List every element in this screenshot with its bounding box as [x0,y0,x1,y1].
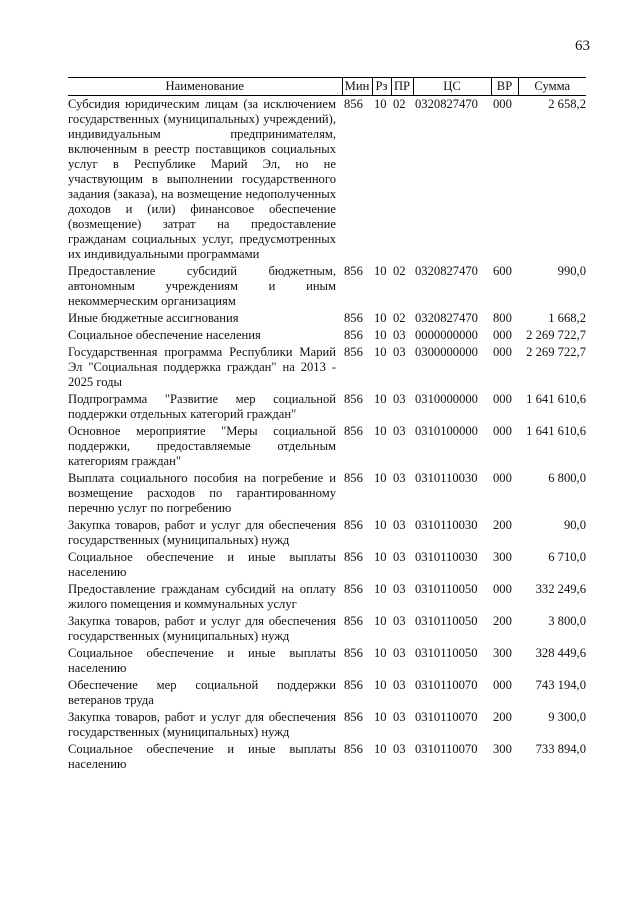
row-min: 856 [344,264,363,278]
row-pr: 03 [393,678,406,692]
row-sum: 2 269 722,7 [526,328,586,342]
row-sum: 6 710,0 [548,550,586,564]
table-row [68,709,586,741]
row-rz: 10 [374,646,387,660]
row-cs: 0320827470 [415,311,478,325]
row-name: Социальное обеспечение и иные выплаты населению [68,742,336,771]
row-vr: 300 [493,646,512,660]
table-row [68,327,586,344]
row-name: Закупка товаров, работ и услуг для обеспечения государственных (муниципальных) нужд [68,518,336,547]
table-row [68,517,586,549]
row-vr: 200 [493,710,512,724]
row-sum: 990,0 [557,264,586,278]
row-vr: 000 [493,345,512,359]
table-row [68,613,586,645]
row-name: Социальное обеспечение населения [68,328,261,342]
row-min: 856 [344,742,363,756]
row-cs: 0310110050 [415,614,478,628]
row-name: Предоставление субсидий бюджетным, автономным учреждениям и иным некоммерческим организациям [68,264,336,308]
row-sum: 3 800,0 [548,614,586,628]
row-cs: 0310110050 [415,582,478,596]
row-min: 856 [344,311,363,325]
table-row [68,581,586,613]
row-rz: 10 [374,550,387,564]
table-row [68,423,586,470]
row-rz: 10 [374,518,387,532]
row-name: Субсидия юридическим лицам (за исключением государственных (муниципальных) учреждений), индивидуальным предпринимателям, включенным в реестр поставщиков социальных услуг в Республике Марий Эл, но не участвующим в выполнении государственного задания (заказа), на возмещение недополученных доходов и (или) финансовое обеспечение (возмещение) затрат на предоставление гражданам социальных услуг, предусмотренных их индивидуальными программами [68,97,336,261]
row-pr: 03 [393,742,406,756]
header-name: Наименование [68,78,342,96]
table-row [68,391,586,423]
row-min: 856 [344,550,363,564]
page-number: 63 [575,38,590,54]
row-name: Закупка товаров, работ и услуг для обеспечения государственных (муниципальных) нужд [68,614,336,643]
row-min: 856 [344,471,363,485]
row-cs: 0310110030 [415,471,478,485]
row-cs: 0320827470 [415,264,478,278]
row-vr: 300 [493,742,512,756]
row-vr: 000 [493,97,512,111]
row-name: Государственная программа Республики Марий Эл "Социальная поддержка граждан" на 2013 - 2025 годы [68,345,336,389]
row-min: 856 [344,646,363,660]
row-vr: 000 [493,424,512,438]
row-name: Социальное обеспечение и иные выплаты населению [68,550,336,579]
row-pr: 03 [393,550,406,564]
row-rz: 10 [374,328,387,342]
row-sum: 743 194,0 [535,678,586,692]
row-rz: 10 [374,392,387,406]
table-row [68,677,586,709]
header-cs: ЦС [413,78,491,96]
row-cs: 0300000000 [415,345,478,359]
row-rz: 10 [374,710,387,724]
row-cs: 0310110070 [415,678,478,692]
row-pr: 03 [393,345,406,359]
row-min: 856 [344,97,363,111]
table-row [68,645,586,677]
row-cs: 0310100000 [415,424,478,438]
table-row [68,310,586,327]
row-vr: 800 [493,311,512,325]
row-min: 856 [344,614,363,628]
row-name: Выплата социального пособия на погребение и возмещение расходов по гарантированному перечню услуг по погребению [68,471,336,515]
row-pr: 02 [393,311,406,325]
row-pr: 03 [393,424,406,438]
row-vr: 200 [493,518,512,532]
row-min: 856 [344,710,363,724]
table-row [68,470,586,517]
row-sum: 1 668,2 [548,311,586,325]
row-vr: 600 [493,264,512,278]
row-min: 856 [344,345,363,359]
row-cs: 0310110070 [415,710,478,724]
row-sum: 90,0 [563,518,586,532]
row-pr: 03 [393,582,406,596]
row-name: Иные бюджетные ассигнования [68,311,239,325]
row-min: 856 [344,392,363,406]
table-body [68,96,586,774]
table-row [68,549,586,581]
row-rz: 10 [374,614,387,628]
row-name: Основное мероприятие "Меры социальной поддержки, предоставляемые отдельным категориям граждан" [68,424,336,468]
row-cs: 0310110030 [415,550,478,564]
row-pr: 02 [393,97,406,111]
table-row [68,263,586,310]
row-sum: 1 641 610,6 [526,424,586,438]
header-rz: Рз [372,78,391,96]
row-name: Подпрограмма "Развитие мер социальной поддержки отдельных категорий граждан" [68,392,336,421]
row-rz: 10 [374,742,387,756]
row-sum: 2 269 722,7 [526,345,586,359]
row-name: Предоставление гражданам субсидий на оплату жилого помещения и коммунальных услуг [68,582,336,611]
row-vr: 000 [493,471,512,485]
row-sum: 328 449,6 [535,646,586,660]
row-sum: 2 658,2 [548,97,586,111]
row-min: 856 [344,424,363,438]
row-rz: 10 [374,345,387,359]
row-sum: 6 800,0 [548,471,586,485]
row-rz: 10 [374,424,387,438]
table-header-row [68,78,586,96]
header-sum: Сумма [518,78,586,96]
row-pr: 03 [393,392,406,406]
row-pr: 03 [393,646,406,660]
row-sum: 9 300,0 [548,710,586,724]
row-name: Закупка товаров, работ и услуг для обеспечения государственных (муниципальных) нужд [68,710,336,739]
row-sum: 1 641 610,6 [526,392,586,406]
row-min: 856 [344,678,363,692]
row-cs: 0310110070 [415,742,478,756]
row-name: Обеспечение мер социальной поддержки ветеранов труда [68,678,336,707]
row-vr: 300 [493,550,512,564]
row-cs: 0320827470 [415,97,478,111]
row-vr: 000 [493,392,512,406]
row-rz: 10 [374,264,387,278]
table-row [68,741,586,773]
header-vr: ВР [491,78,518,96]
row-cs: 0310110050 [415,646,478,660]
row-pr: 03 [393,614,406,628]
table-row [68,96,586,264]
row-vr: 000 [493,582,512,596]
budget-table [68,77,586,773]
row-name: Социальное обеспечение и иные выплаты населению [68,646,336,675]
row-rz: 10 [374,678,387,692]
header-min: Мин [342,78,372,96]
row-rz: 10 [374,471,387,485]
row-vr: 200 [493,614,512,628]
row-pr: 02 [393,264,406,278]
row-min: 856 [344,518,363,532]
row-pr: 03 [393,710,406,724]
row-min: 856 [344,582,363,596]
row-pr: 03 [393,471,406,485]
table-row [68,344,586,391]
row-rz: 10 [374,97,387,111]
header-pr: ПР [391,78,413,96]
row-vr: 000 [493,678,512,692]
row-rz: 10 [374,311,387,325]
row-cs: 0310110030 [415,518,478,532]
row-pr: 03 [393,518,406,532]
row-pr: 03 [393,328,406,342]
row-min: 856 [344,328,363,342]
row-rz: 10 [374,582,387,596]
row-vr: 000 [493,328,512,342]
row-sum: 733 894,0 [535,742,586,756]
row-cs: 0000000000 [415,328,478,342]
row-cs: 0310000000 [415,392,478,406]
row-sum: 332 249,6 [535,582,586,596]
